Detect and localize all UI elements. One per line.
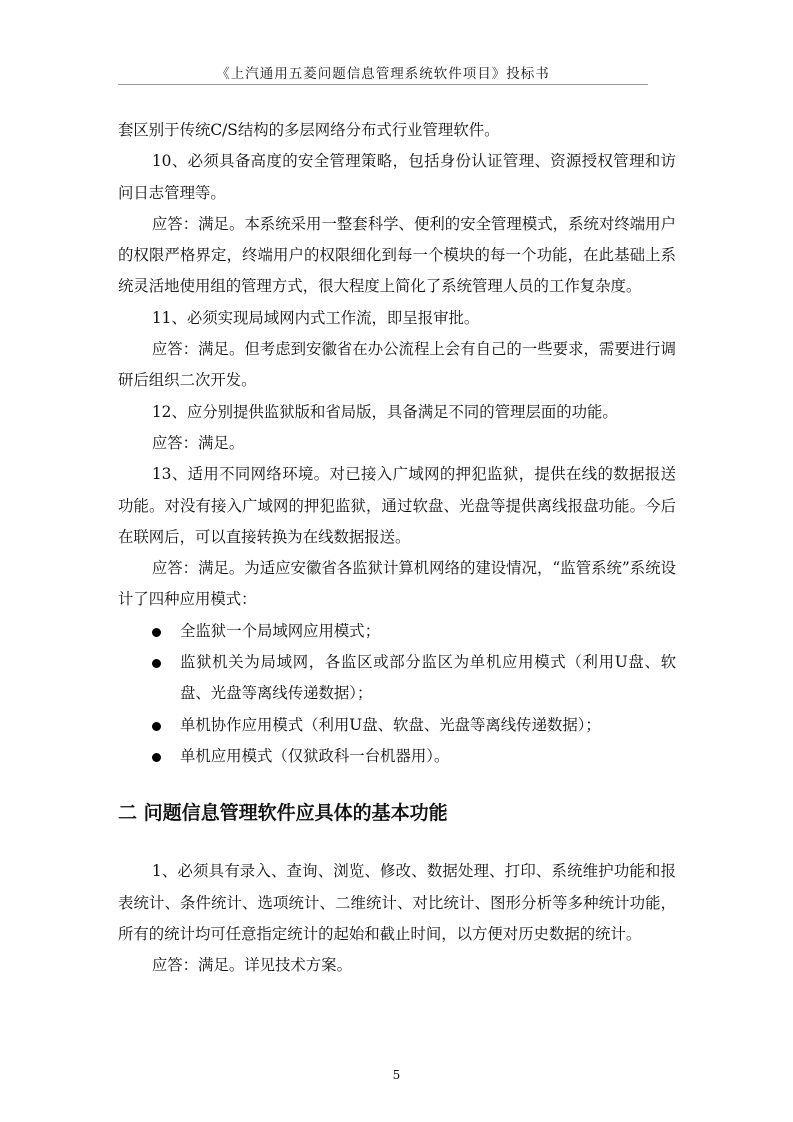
list-item-text: 监狱机关为局域网，各监区或部分监区为单机应用模式（利用U盘、软盘、光盘等离线传递数据）； — [180, 653, 676, 703]
document-body — [118, 115, 676, 981]
paragraph: 应答：满足。本系统采用一整套科学、便利的安全管理模式，系统对终端用户的权限严格界定，终端用户的权限细化到每一个模块的每一个功能，在此基础上系统灵活地使用组的管理方式，很大程度上简化了系统管理人员的工作复杂度。 — [118, 214, 676, 296]
page-number: 5 — [392, 1068, 401, 1082]
list-item-text: 全监狱一个局域网应用模式； — [180, 621, 381, 640]
list-item-text: 单机协作应用模式（利用U盘、软盘、光盘等离线传递数据）； — [180, 715, 601, 734]
header-divider — [118, 84, 648, 85]
paragraph: 应答：满足。但考虑到安徽省在办公流程上会有自己的一些要求，需要进行调研后组织二次开发。 — [118, 340, 676, 390]
paragraph: 13、适用不同网络环境。对已接入广域网的押犯监狱，提供在线的数据报送功能。对没有接入广域网的押犯监狱，通过软盘、光盘等提供离线报盘功能。今后在联网后，可以直接转换为在线数据报送。 — [118, 465, 676, 546]
section-heading: 二 问题信息管理软件应具体的基本功能 — [118, 802, 448, 825]
bullet-icon — [152, 628, 161, 637]
paragraph: 12、应分别提供监狱版和省局版，具备满足不同的管理层面的功能。 — [151, 402, 618, 421]
paragraph: 套区别于传统C/S结构的多层网络分布式行业管理软件。 — [118, 121, 500, 139]
paragraph: 应答：满足。详见技术方案。 — [151, 956, 352, 975]
bullet-icon — [152, 659, 161, 668]
page-header: 《上汽通用五菱问题信息管理系统软件项目》投标书 — [216, 66, 550, 82]
list-item — [118, 710, 676, 741]
bullet-list — [118, 616, 676, 772]
list-item — [118, 647, 676, 710]
list-item-text: 单机应用模式（仅狱政科一台机器用）。 — [180, 746, 450, 765]
paragraph: 11、必须实现局域网内式工作流，即呈报审批。 — [151, 308, 480, 327]
bullet-icon — [152, 753, 161, 762]
paragraph: 应答：满足。为适应安徽省各监狱计算机网络的建设情况，“监管系统”系统设计了四种应用模式： — [118, 559, 676, 609]
paragraph: 10、必须具备高度的安全管理策略，包括身份认证管理、资源授权管理和访问日志管理等。 — [118, 152, 676, 202]
list-item — [118, 741, 676, 772]
list-item — [118, 616, 676, 647]
paragraph: 应答：满足。 — [151, 433, 245, 452]
paragraph: 1、必须具有录入、查询、浏览、修改、数据处理、打印、系统维护功能和报表统计、条件统计、选项统计、二维统计、对比统计、图形分析等多种统计功能，所有的统计均可任意指定统计的起始和截止时间，以方便对历史数据的统计。 — [118, 862, 676, 943]
bullet-icon — [152, 722, 161, 731]
